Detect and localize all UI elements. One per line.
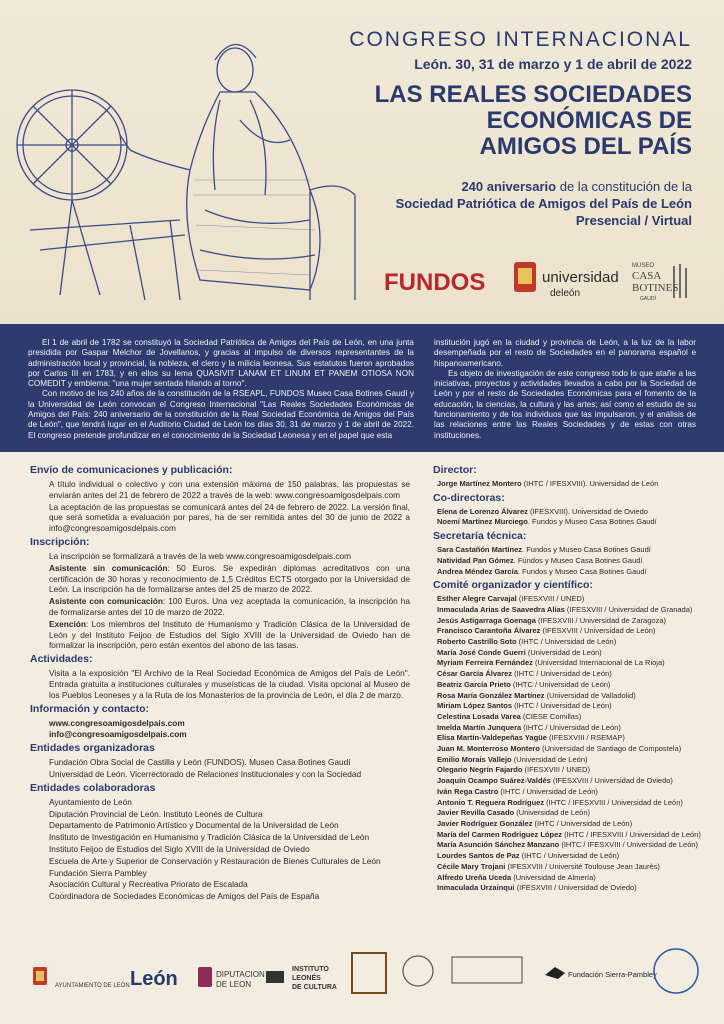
envio-text: La aceptación de las propuestas se comunicará antes del 24 de febrero de 2022. La versión final, que será sometida a evaluación por pares, ha de ser remitida antes del 30 de junio de 2022 a info@congresoamigosdelpais.com bbox=[49, 501, 410, 534]
person-name: María Asunción Sánchez Manzano bbox=[437, 840, 560, 850]
person-line bbox=[433, 648, 703, 659]
person-name: Andrea Méndez García bbox=[437, 566, 518, 576]
person-line bbox=[433, 798, 703, 809]
museo-logo-line3: BOTINES bbox=[632, 282, 679, 294]
person-line bbox=[433, 830, 703, 841]
person-line bbox=[433, 883, 703, 894]
hero-section bbox=[0, 0, 724, 324]
person-affiliation: (Universidad de León) bbox=[514, 808, 591, 818]
universidad-shield-icon bbox=[514, 262, 536, 292]
person-line bbox=[433, 556, 703, 567]
list-item: Instituto de Investigación en Humanismo y Tradición Clásica de la Universidad de León bbox=[49, 832, 370, 843]
person-name: Rosa María González Martínez bbox=[437, 690, 545, 700]
list-item: Ayuntamiento de León bbox=[49, 796, 132, 807]
ilc-logo-line3: DE CULTURA bbox=[292, 984, 337, 991]
person-name: Roberto Castrillo Soto bbox=[437, 637, 517, 647]
person-line bbox=[433, 605, 703, 616]
person-line bbox=[433, 723, 703, 734]
list-item: Fundación Sierra Pambley bbox=[49, 867, 147, 878]
person-name: Javier Revilla Casado bbox=[437, 808, 515, 818]
person-name: Noemí Martínez Murciego bbox=[437, 517, 528, 527]
left-column bbox=[30, 462, 410, 903]
ilc-mark-icon bbox=[266, 971, 284, 983]
ilc-logo-line1: INSTITUTO bbox=[292, 966, 329, 973]
person-affiliation: (IHTC / Universidad de León) bbox=[521, 722, 621, 732]
person-name: Javier Rodríguez González bbox=[437, 818, 533, 828]
inscripcion-text bbox=[30, 619, 410, 651]
person-line bbox=[433, 669, 703, 680]
person-name: Sara Castañón Martínez bbox=[437, 545, 523, 555]
ayuntamiento-shield-icon bbox=[33, 967, 47, 985]
list-item: Diputación Provincial de León. Instituto Leonés de Cultura bbox=[49, 808, 263, 819]
person-name: Esther Alegre Carvajal bbox=[437, 594, 517, 604]
inscripcion-label: Asistente con comunicación bbox=[49, 596, 163, 607]
person-name: Elena de Lorenzo Álvarez bbox=[437, 506, 528, 516]
contact-web-link[interactable]: www.congresoamigosdelpais.com bbox=[49, 717, 185, 728]
envio-text: A título individual o colectivo y con una extensión máxima de 150 palabras, las propuestas se enviarán antes del 21 de febrero de 2022 a través de la web: www.congresoamigosdelpais.com bbox=[49, 479, 410, 500]
organizadoras-heading: Entidades organizadoras bbox=[30, 742, 155, 755]
person-line bbox=[433, 765, 703, 776]
person-name: Inmaculada Arias de Saavedra Alías bbox=[437, 604, 565, 614]
top-logos bbox=[384, 258, 694, 304]
person-affiliation: (IFESXVIII). Universidad de Oviedo bbox=[527, 506, 648, 516]
person-line bbox=[433, 507, 703, 518]
inscripcion-text bbox=[30, 563, 410, 595]
inscripcion-detail: : Los miembros del Instituto de Humanismo y Tradición Clásica de la Universidad de León y del Instituto Feijoo de Estudios del Siglo XVIII de la Universidad de Oviedo han de formalizar la inscripción, pero están exentos del abono de las tasas. bbox=[49, 618, 410, 651]
person-name: Elisa Martín-Valdepeñas Yagüe bbox=[437, 733, 547, 743]
subtitle-line-3: Presencial / Virtual bbox=[575, 213, 692, 228]
inscripcion-heading: Inscripción: bbox=[30, 535, 90, 548]
person-name: Olegario Negrín Fajardo bbox=[437, 765, 523, 775]
person-line bbox=[433, 567, 703, 578]
intro-band bbox=[0, 324, 724, 452]
comite-heading: Comité organizador y científico: bbox=[433, 579, 593, 592]
person-affiliation: . Fundos y Museo Casa Botines Gaudí bbox=[527, 517, 657, 527]
leon-logo: León bbox=[130, 968, 178, 990]
person-line bbox=[433, 701, 703, 712]
person-affiliation: (Universidad de Almería) bbox=[511, 872, 596, 882]
person-name: Miriam López Santos bbox=[437, 701, 513, 711]
person-name: Jorge Martínez Montero bbox=[437, 479, 522, 488]
person-name: Jesús Astigarraga Goenaga bbox=[437, 615, 536, 625]
person-affiliation: (Universidad de Santiago de Compostela) bbox=[539, 744, 682, 754]
director-heading: Director: bbox=[433, 464, 477, 476]
person-line bbox=[433, 755, 703, 766]
person-line bbox=[433, 808, 703, 819]
person-name: Cécile Mary Trojani bbox=[437, 861, 506, 871]
person-affiliation: (IHTC / Universidad de León) bbox=[510, 679, 611, 689]
person-line bbox=[433, 545, 703, 556]
header bbox=[332, 28, 692, 229]
person-line bbox=[433, 840, 703, 851]
person-line bbox=[433, 637, 703, 648]
right-column bbox=[433, 462, 703, 894]
list-item: Universidad de León. Vicerrectorado de Relaciones Institucionales y con la Sociedad bbox=[49, 768, 362, 779]
person-line bbox=[433, 680, 703, 691]
comite-list bbox=[433, 594, 703, 894]
coordinadora-seal-icon bbox=[654, 949, 698, 993]
person-line bbox=[433, 712, 703, 723]
person-affiliation: (IFESXVIII / UNED) bbox=[516, 594, 585, 604]
person-name: Natividad Pan Gómez bbox=[437, 555, 514, 565]
person-name: Imelda Martín Junquera bbox=[437, 722, 522, 732]
person-name: Emilio Morais Vallejo bbox=[437, 754, 512, 764]
person-affiliation: (IHTC / IFESXVIII / Universidad de León) bbox=[559, 840, 699, 850]
person-name: Francisco Carantoña Álvarez bbox=[437, 626, 541, 636]
person-affiliation: (IFESXVIII / Universidad de Granada) bbox=[564, 604, 693, 614]
person-name: Joaquín Ocampo Suárez-Valdés bbox=[437, 776, 551, 786]
intro-column-1 bbox=[28, 338, 414, 441]
inscripcion-detail: : 50 Euros. Se expedirán diplomas acreditativos con una certificación de 30 horas y reconocimiento de 1,5 Créditos ECTS otorgado por la Universidad de León. La inscripción ha de formalizarse antes del 25 de marzo de 2022. bbox=[49, 562, 411, 595]
person-affiliation: (IHTC / Universidad de León) bbox=[532, 818, 633, 828]
secretaria-heading: Secretaría técnica: bbox=[433, 530, 527, 543]
person-name: Iván Rega Castro bbox=[437, 786, 499, 796]
person-line bbox=[433, 776, 703, 787]
congress-dates: León. 30, 31 de marzo y 1 de abril de 2022 bbox=[414, 56, 692, 72]
title-line-2: ECONÓMICAS DE bbox=[486, 107, 692, 134]
universidad-logo-line1: universidad bbox=[542, 269, 619, 286]
person-name: Celestina Losada Varea bbox=[437, 711, 521, 721]
director-list bbox=[433, 479, 703, 490]
intro-paragraph: Es objeto de investigación de este congreso todo lo que atañe a las iniciativas, proyectos y actividades llevados a cabo por la Sociedad de León y por el resto de Sociedades Económicas para el fomento de la educación, la ciencias, la cultura y las artes; así como el estudio de su funcionamiento y de los individuos que las impulsaron, y el análisis de las relaciones entre las Reales Sociedades y de estas con otras instituciones. bbox=[434, 368, 696, 440]
person-line bbox=[433, 862, 703, 873]
escuela-arte-logo-icon bbox=[452, 957, 522, 983]
inscripcion-text bbox=[30, 596, 410, 618]
contacto-heading: Información y contacto: bbox=[30, 702, 150, 715]
person-affiliation: (IFESXVIII / RSEMAP) bbox=[546, 733, 625, 743]
person-name: Inmaculada Urzainqui bbox=[437, 883, 515, 893]
museo-logo-line4: GAUDÍ bbox=[640, 296, 656, 302]
person-affiliation: (IFESXVIII / Universidad de León) bbox=[540, 626, 656, 636]
diputacion-shield-icon bbox=[198, 967, 212, 987]
actividades-text: Visita a la exposición "El Archivo de la Real Sociedad Económica de Amigos del País de León". Entrada gratuita a instituciones culturales y museísticas de la ciudad. Visita opcional al Museo de los Pueblos Leoneses y a la Ruta de los Monasterios de la provincia de León, el día 2 de marzo. bbox=[49, 668, 410, 700]
diputacion-logo-line2: DE LEON bbox=[216, 980, 252, 989]
person-line bbox=[433, 873, 703, 884]
person-affiliation: (IHTC / IFESXVIII / Universidad de León) bbox=[544, 797, 683, 807]
list-item: Fundación Obra Social de Castilla y León (FUNDOS). Museo Casa Botines Gaudí bbox=[49, 757, 351, 768]
secretaria-list bbox=[433, 545, 703, 577]
person-affiliation: (Universidad de Valladolid) bbox=[544, 690, 636, 700]
person-line bbox=[433, 626, 703, 637]
person-line bbox=[433, 851, 703, 862]
inscripcion-text: La inscripción se formalizará a través de la web www.congresoamigosdelpais.com bbox=[49, 550, 352, 561]
person-line bbox=[433, 658, 703, 669]
person-line bbox=[433, 744, 703, 755]
person-line bbox=[433, 787, 703, 798]
spinning-woman-illustration bbox=[10, 20, 370, 315]
person-name: Beatriz García Prieto bbox=[437, 679, 511, 689]
person-name: Myriam Ferreira Fernández bbox=[437, 658, 533, 668]
person-name: César García Álvarez bbox=[437, 669, 513, 679]
diputacion-logo-line1: DIPUTACION bbox=[216, 970, 265, 979]
person-affiliation: (IHTC / Universidad de León) bbox=[516, 637, 617, 647]
list-item: Asociación Cultural y Recreativa Priorato de Escalada bbox=[49, 879, 248, 890]
subtitle bbox=[332, 178, 692, 229]
envio-heading: Envío de comunicaciones y publicación: bbox=[30, 464, 233, 476]
person-affiliation: (IFESXVIII / Universidad de Zaragoza) bbox=[535, 615, 666, 625]
person-line bbox=[433, 517, 703, 528]
ifes-seal-icon bbox=[403, 956, 433, 986]
subtitle-line-1: de la constitución de la bbox=[556, 179, 692, 194]
codirectoras-heading: Co-directoras: bbox=[433, 491, 505, 504]
sierra-pambley-bird-icon bbox=[545, 967, 565, 979]
person-affiliation: (IHTC / Universidad de León) bbox=[498, 786, 598, 796]
ayuntamiento-logo: AYUNTAMIENTO DE LEÓN bbox=[55, 983, 130, 989]
subtitle-line-2: Sociedad Patriótica de Amigos del País de León bbox=[395, 196, 692, 211]
list-item: Departamento de Patrimonio Artístico y Documental de la Universidad de León bbox=[49, 820, 339, 831]
intro-paragraph: institución jugó en la ciudad y provincia de León, a la luz de la labor desempeñada por el resto de Sociedades en el panorama español e hispanoamericano. bbox=[434, 338, 696, 368]
person-name: Antonio T. Reguera Rodríguez bbox=[437, 797, 545, 807]
title-line-3: AMIGOS DEL PAÍS bbox=[479, 133, 692, 160]
inscripcion-label: Asistente sin comunicación bbox=[49, 562, 168, 573]
person-line bbox=[433, 479, 703, 490]
person-name: Lourdes Santos de Paz bbox=[437, 851, 520, 861]
fundos-logo: FUNDOS bbox=[384, 269, 486, 296]
person-line bbox=[433, 819, 703, 830]
person-affiliation: (IHTC / IFESXVIII / Universidad de León) bbox=[562, 829, 701, 839]
intro-column-2 bbox=[434, 338, 696, 441]
person-name: María José Conde Guerri bbox=[437, 647, 526, 657]
person-affiliation: (IHTC / IFESXVIII). Universidad de León bbox=[521, 479, 659, 488]
person-affiliation: . Fundos y Museo Casa Botines Gaudí bbox=[513, 555, 643, 565]
museo-logo-line1: MUSEO bbox=[632, 263, 655, 269]
ilc-logo-line2: LEONÉS bbox=[292, 975, 321, 982]
person-name: Alfredo Ureña Uceda bbox=[437, 872, 512, 882]
person-affiliation: (Universidad Internacional de La Rioja) bbox=[532, 658, 665, 668]
universidad-logo-line2: deleón bbox=[550, 288, 581, 299]
person-affiliation: . Fundos y Museo Casa Botines Gaudí bbox=[522, 545, 651, 555]
ihtc-logo-icon bbox=[352, 953, 386, 993]
intro-paragraph: El 1 de abril de 1782 se constituyó la Sociedad Patriótica de Amigos del País de León, en una junta presidida por Gaspar Melchor de Jovellanos, y gracias al impulso de diversos representantes de la administración local y provincial, la nobleza, el clero y la milicia leonesa. Sus estatutos fueron aprobados por Carlos III en 1783, y en ellos su lema QUASIVIT LANAM ET LINUM ET PANEM OTIOSA NON COMEDIT y emblema: "una mujer sentada hilando al torno". bbox=[28, 338, 414, 389]
colaboradoras-heading: Entidades colaboradoras bbox=[30, 781, 156, 794]
person-affiliation: (IFESXVIII / Universidad de Oviedo) bbox=[550, 776, 673, 786]
person-line bbox=[433, 733, 703, 744]
person-affiliation: (Universidad de León) bbox=[525, 647, 602, 657]
person-affiliation: (Universidad de León) bbox=[511, 754, 588, 764]
actividades-heading: Actividades: bbox=[30, 653, 93, 666]
person-affiliation: (IHTC / Universidad de León) bbox=[519, 851, 620, 861]
person-line bbox=[433, 616, 703, 627]
person-affiliation: (IHTC / Universidad de León) bbox=[512, 701, 612, 711]
person-line bbox=[433, 594, 703, 605]
person-affiliation: (IHTC / Universidad de León) bbox=[512, 669, 612, 679]
person-affiliation: . Fundos y Museo Casa Botines Gaudí bbox=[517, 566, 647, 576]
person-affiliation: (IFESXVIII / UNED) bbox=[522, 765, 590, 775]
list-item: Coordinadora de Sociedades Económicas de Amigos del País de España bbox=[49, 891, 320, 902]
codirectoras-list bbox=[433, 507, 703, 528]
inscripcion-detail: : 100 Euros. Una vez aceptada la comunicación, la inscripción ha de formalizarse antes del 10 de marzo de 2022. bbox=[49, 596, 411, 617]
anniversary-label: 240 aniversario bbox=[461, 179, 557, 194]
inscripcion-label: Exención bbox=[49, 618, 86, 629]
intro-paragraph: Con motivo de los 240 años de la constitución de la RSEAPL, FUNDOS Museo Casa Botines Gaudí y la Universidad de León convocan el Congreso Internacional "Las Reales Sociedades Económicas de Amigos del País: 240 aniversario de la constitución de la Real Sociedad Económica de Amigos del País de León", que tendrá lugar en el Auditorio Ciudad de León los días 30, 31 de marzo y 1 de abril de 2022. El congreso pretende profundizar en el conocimiento de la Sociedad Leonesa y en el papel que esta bbox=[28, 389, 414, 440]
congress-label: CONGRESO INTERNACIONAL bbox=[349, 28, 692, 51]
person-affiliation: (IFESXVIII / Université Toulouse Jean Jaurès) bbox=[505, 861, 660, 871]
person-name: María del Carmen Rodríguez López bbox=[437, 829, 563, 839]
list-item: Instituto Feijoo de Estudios del Siglo XVIII de la Universidad de Oviedo bbox=[49, 843, 310, 854]
person-name: Juan M. Monterroso Montero bbox=[437, 744, 540, 754]
bottom-logos bbox=[0, 945, 724, 1024]
contact-email-link[interactable]: info@congresoamigosdelpais.com bbox=[49, 729, 187, 740]
sierra-pambley-logo: Fundación Sierra-Pambley bbox=[568, 970, 657, 979]
list-item: Escuela de Arte y Superior de Conservación y Restauración de Bienes Culturales de León bbox=[49, 855, 381, 866]
person-affiliation: (CIESE Comillas) bbox=[520, 711, 582, 721]
museo-logo-line2: CASA bbox=[632, 270, 662, 282]
person-line bbox=[433, 691, 703, 702]
person-affiliation: (IFESXVIII / Universidad de Oviedo) bbox=[514, 883, 637, 893]
title-line-1: LAS REALES SOCIEDADES bbox=[374, 81, 692, 108]
